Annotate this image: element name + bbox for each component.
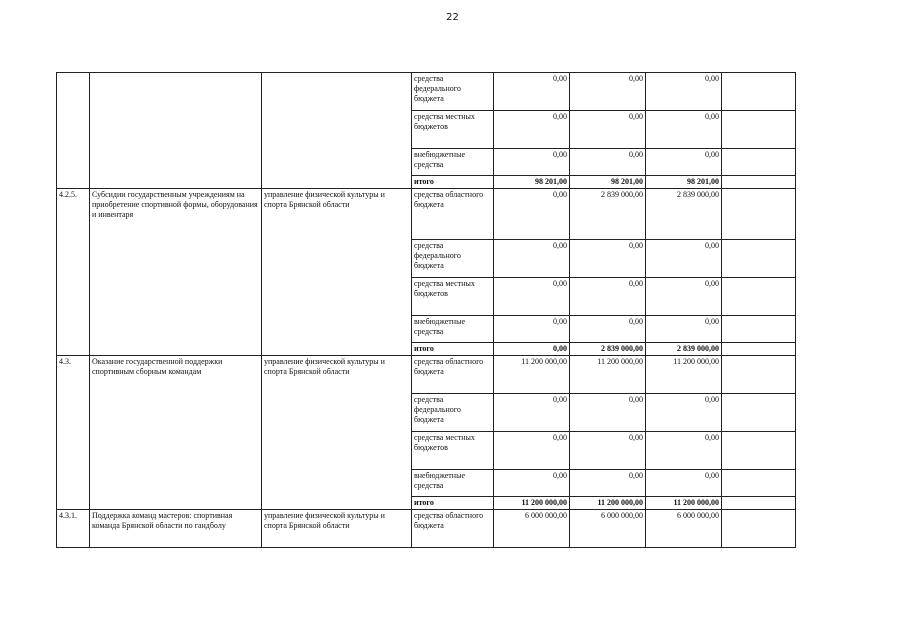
funding-source-cell: средства областного бюджета: [412, 189, 494, 240]
amount-cell: 0,00: [646, 111, 722, 149]
amount-cell: 11 200 000,00: [570, 356, 646, 394]
note-cell: [722, 240, 796, 278]
amount-cell: 0,00: [494, 432, 570, 470]
amount-cell: 0,00: [646, 432, 722, 470]
note-cell: [722, 343, 796, 356]
amount-cell: 0,00: [570, 470, 646, 497]
amount-cell: 0,00: [494, 73, 570, 111]
item-title-cell: Субсидии государственным учреждениям на приобретение спортивной формы, оборудования и инвентаря: [90, 189, 262, 356]
amount-cell: 0,00: [570, 432, 646, 470]
amount-cell: 11 200 000,00: [494, 356, 570, 394]
amount-cell: 0,00: [646, 394, 722, 432]
amount-cell: 0,00: [646, 316, 722, 343]
amount-cell: 0,00: [646, 73, 722, 111]
amount-cell: 98 201,00: [646, 176, 722, 189]
item-code-cell: 4.3.1.: [57, 510, 90, 548]
funding-source-cell: средства федерального бюджета: [412, 394, 494, 432]
amount-cell: 11 200 000,00: [646, 356, 722, 394]
amount-cell: 2 839 000,00: [646, 343, 722, 356]
amount-cell: 2 839 000,00: [646, 189, 722, 240]
amount-cell: 0,00: [494, 316, 570, 343]
item-code-cell: [57, 73, 90, 189]
amount-cell: 0,00: [494, 240, 570, 278]
note-cell: [722, 510, 796, 548]
amount-cell: 0,00: [570, 111, 646, 149]
amount-cell: 0,00: [570, 278, 646, 316]
note-cell: [722, 111, 796, 149]
amount-cell: 0,00: [494, 111, 570, 149]
amount-cell: 0,00: [494, 394, 570, 432]
amount-cell: 0,00: [570, 394, 646, 432]
funding-source-cell: средства федерального бюджета: [412, 73, 494, 111]
funding-source-cell: средства федерального бюджета: [412, 240, 494, 278]
amount-cell: 0,00: [494, 149, 570, 176]
item-title-cell: Оказание государственной поддержки спортивным сборным командам: [90, 356, 262, 510]
item-title-cell: Поддержка команд мастеров: спортивная команда Брянской области по гандболу: [90, 510, 262, 548]
budget-table: [56, 72, 796, 548]
amount-cell: 0,00: [646, 470, 722, 497]
funding-source-cell: итого: [412, 176, 494, 189]
note-cell: [722, 432, 796, 470]
table-row: [57, 356, 796, 394]
amount-cell: 11 200 000,00: [570, 497, 646, 510]
note-cell: [722, 316, 796, 343]
funding-source-cell: средства местных бюджетов: [412, 111, 494, 149]
amount-cell: 2 839 000,00: [570, 343, 646, 356]
amount-cell: 11 200 000,00: [646, 497, 722, 510]
note-cell: [722, 497, 796, 510]
note-cell: [722, 73, 796, 111]
executor-cell: [262, 73, 412, 189]
amount-cell: 98 201,00: [570, 176, 646, 189]
amount-cell: 0,00: [646, 278, 722, 316]
item-code-cell: 4.2.5.: [57, 189, 90, 356]
note-cell: [722, 394, 796, 432]
amount-cell: 6 000 000,00: [494, 510, 570, 548]
amount-cell: 6 000 000,00: [646, 510, 722, 548]
table-row: [57, 510, 796, 548]
amount-cell: 0,00: [494, 278, 570, 316]
funding-source-cell: итого: [412, 343, 494, 356]
note-cell: [722, 470, 796, 497]
amount-cell: 0,00: [570, 316, 646, 343]
amount-cell: 0,00: [646, 240, 722, 278]
note-cell: [722, 149, 796, 176]
funding-source-cell: итого: [412, 497, 494, 510]
table-row: [57, 73, 796, 111]
amount-cell: 6 000 000,00: [570, 510, 646, 548]
funding-source-cell: средства областного бюджета: [412, 510, 494, 548]
amount-cell: 0,00: [494, 189, 570, 240]
item-title-cell: [90, 73, 262, 189]
amount-cell: 98 201,00: [494, 176, 570, 189]
funding-source-cell: средства областного бюджета: [412, 356, 494, 394]
funding-source-cell: внебюджетные средства: [412, 316, 494, 343]
page-number: 22: [446, 12, 459, 23]
funding-source-cell: внебюджетные средства: [412, 470, 494, 497]
amount-cell: 0,00: [570, 149, 646, 176]
amount-cell: 0,00: [570, 73, 646, 111]
funding-source-cell: внебюджетные средства: [412, 149, 494, 176]
note-cell: [722, 189, 796, 240]
amount-cell: 11 200 000,00: [494, 497, 570, 510]
executor-cell: управление физической культуры и спорта Брянской области: [262, 189, 412, 356]
executor-cell: управление физической культуры и спорта Брянской области: [262, 510, 412, 548]
amount-cell: 0,00: [494, 343, 570, 356]
note-cell: [722, 356, 796, 394]
note-cell: [722, 176, 796, 189]
amount-cell: 0,00: [570, 240, 646, 278]
amount-cell: 2 839 000,00: [570, 189, 646, 240]
table-row: [57, 189, 796, 240]
amount-cell: 0,00: [646, 149, 722, 176]
note-cell: [722, 278, 796, 316]
executor-cell: управление физической культуры и спорта Брянской области: [262, 356, 412, 510]
funding-source-cell: средства местных бюджетов: [412, 278, 494, 316]
funding-source-cell: средства местных бюджетов: [412, 432, 494, 470]
amount-cell: 0,00: [494, 470, 570, 497]
item-code-cell: 4.3.: [57, 356, 90, 510]
